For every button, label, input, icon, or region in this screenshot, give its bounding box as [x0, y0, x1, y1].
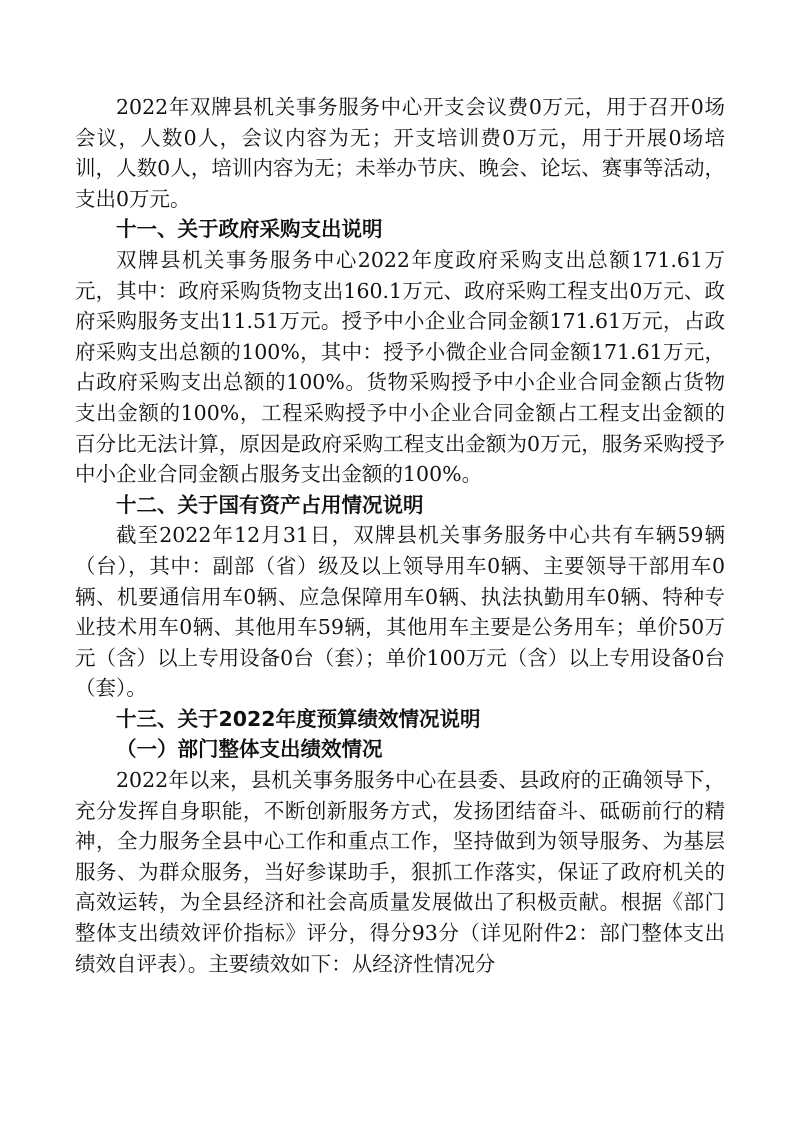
document-page [75, 92, 725, 979]
paragraph-overall-performance: 2022年以来，县机关事务服务中心在县委、县政府的正确领导下，充分发挥自身职能，不断创新服务方式，发扬团结奋斗、砥砺前行的精神，全力服务全县中心工作和重点工作，坚持做到为领导服务、为基层服务、为群众服务，当好参谋助手，狠抓工作落实，保证了政府机关的高效运转，为全县经济和社会高质量发展做出了积极贡献。根据《部门整体支出绩效评价指标》评分，得分93分（详见附件2：部门整体支出绩效自评表）。主要绩效如下：从经济性情况分 [75, 768, 725, 976]
section-heading-procurement: 十一、关于政府采购支出说明 [116, 217, 383, 242]
section-heading-performance: 十三、关于2022年度预算绩效情况说明 [116, 706, 481, 731]
section-heading-state-assets: 十二、关于国有资产占用情况说明 [116, 492, 424, 517]
paragraph-state-assets: 截至2022年12月31日，双牌县机关事务服务中心共有车辆59辆（台），其中：副部（省）级及以上领导用车0辆、主要领导干部用车0辆、机要通信用车0辆、应急保障用车0辆、执法执勤用车0辆、特种专业技术用车0辆、其他用车59辆，其他用车主要是公务用车；单价50万元（含）以上专用设备0台（套）；单价100万元（含）以上专用设备0台（套）。 [75, 523, 725, 701]
paragraph-meeting-training-expenses: 2022年双牌县机关事务服务中心开支会议费0万元，用于召开0场会议，人数0人，会议内容为无；开支培训费0万元，用于开展0场培训，人数0人，培训内容为无；未举办节庆、晚会、论坛、赛事等活动，支出0万元。 [75, 95, 725, 211]
paragraph-procurement: 双牌县机关事务服务中心2022年度政府采购支出总额171.61万元，其中：政府采购货物支出160.1万元、政府采购工程支出0万元、政府采购服务支出11.51万元。授予中小企业合同金额171.61万元，占政府采购支出总额的100%，其中：授予小微企业合同金额171.61万元，占政府采购支出总额的100%。货物采购授予中小企业合同金额占货物支出金额的100%，工程采购授予中小企业合同金额占工程支出金额的百分比无法计算，原因是政府采购工程支出金额为0万元，服务采购授予中小企业合同金额占服务支出金额的100%。 [75, 247, 725, 487]
subsection-heading-overall-performance: （一）部门整体支出绩效情况 [116, 737, 383, 762]
